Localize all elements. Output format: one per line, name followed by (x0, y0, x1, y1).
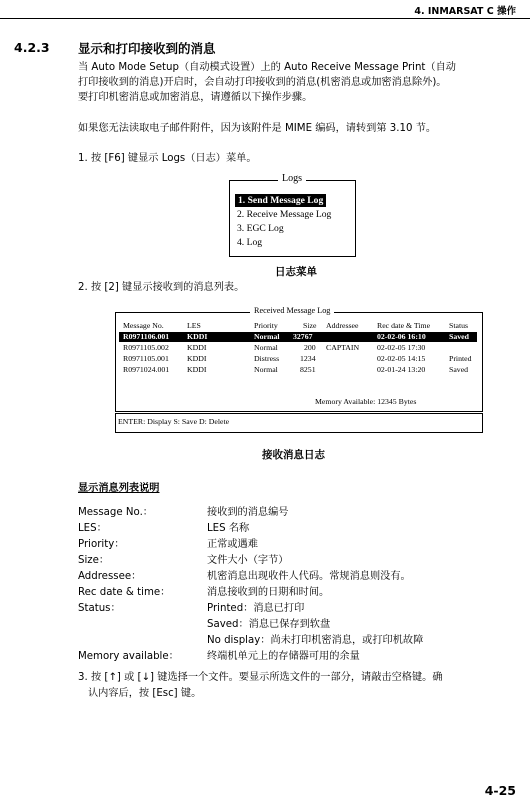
cell-les: KDDI (187, 332, 208, 341)
header-rule (0, 18, 530, 19)
header-les: LES (187, 321, 201, 330)
page-number: 4-25 (484, 783, 516, 798)
logs-menu-title: Logs (278, 173, 306, 184)
cell-message-no: R0971105.002 (123, 343, 169, 352)
cell-status: Printed (449, 354, 472, 363)
cell-size: 1234 (300, 354, 316, 363)
cell-priority: Normal (254, 365, 278, 374)
received-log-title: Received Message Log (250, 306, 334, 315)
header-rec-date: Rec date & Time (377, 321, 431, 330)
section-number: 4.2.3 (14, 40, 50, 55)
cell-addressee: CAPTAIN (326, 343, 360, 352)
def-value: 消息接收到的日期和时间。 (207, 587, 330, 598)
logs-item-send-message-log[interactable]: 1. Send Message Log (235, 194, 326, 207)
cell-size: 32767 (293, 332, 313, 341)
cell-message-no: R0971105.001 (123, 354, 169, 363)
def-term: Addressee： (78, 571, 142, 582)
def-value: 终端机单元上的存储器可用的余量 (207, 651, 360, 662)
status-bar (115, 413, 483, 433)
intro-line-1: 当 Auto Mode Setup（自动模式设置）上的 Auto Receive Message Print（自动 (78, 62, 456, 73)
table-row[interactable] (119, 343, 477, 353)
logs-item-receive-message-log[interactable]: 2. Receive Message Log (237, 209, 332, 220)
received-message-log (115, 312, 483, 412)
cell-les: KDDI (187, 354, 207, 363)
cell-rec-date: 02-02-05 14:15 (377, 354, 426, 363)
header-message-no: Message No. (123, 321, 164, 330)
logs-item-egc-log[interactable]: 3. EGC Log (237, 223, 284, 234)
received-log-caption: 接收消息日志 (262, 449, 325, 461)
cell-message-no: R0971106.001 (123, 332, 170, 341)
cell-rec-date: 02-02-05 17:30 (377, 343, 426, 352)
table-row[interactable] (119, 332, 477, 342)
cell-rec-date: 02-01-24 13:20 (377, 365, 426, 374)
logs-menu-caption: 日志菜单 (275, 266, 317, 278)
def-value: 文件大小（字节） (207, 555, 289, 566)
def-term: LES： (78, 523, 107, 534)
def-term: Status： (78, 603, 121, 614)
mime-note: 如果您无法读取电子邮件附件，因为该附件是 MIME 编码，请转到第 3.10 节。 (78, 123, 437, 134)
step-2: 2. 按 [2] 键显示接收到的消息列表。 (78, 282, 245, 293)
cell-priority: Normal (254, 343, 278, 352)
def-value: No display：尚未打印机密消息，或打印机故障 (207, 635, 424, 646)
step-1: 1. 按 [F6] 键显示 Logs（日志）菜单。 (78, 153, 257, 164)
table-row[interactable] (119, 365, 477, 375)
def-value: 接收到的消息编号 (207, 507, 289, 518)
cell-les: KDDI (187, 343, 207, 352)
def-term: Memory available： (78, 651, 179, 662)
running-header: 4. INMARSAT C 操作 (414, 6, 516, 17)
cell-size: 200 (304, 343, 316, 352)
cell-message-no: R0971024.001 (123, 365, 170, 374)
header-priority: Priority (254, 321, 278, 330)
step-3-line-1: 3. 按 [↑] 或 [↓] 键选择一个文件。要显示所选文件的一部分，请敲击空格键。确 (78, 672, 443, 683)
def-value: Saved：消息已保存到软盘 (207, 619, 331, 630)
def-term: Rec date & time： (78, 587, 171, 598)
explain-heading: 显示消息列表说明 (78, 483, 160, 494)
header-addressee: Addressee (326, 321, 359, 330)
logs-menu (229, 180, 356, 257)
logs-item-log[interactable]: 4. Log (237, 237, 263, 248)
cell-size: 8251 (300, 365, 316, 374)
section-title: 显示和打印接收到的消息 (78, 41, 216, 56)
intro-line-2: 打印接收到的消息)开启时，会自动打印接收到的消息(机密消息或加密消息除外)。 (78, 77, 447, 88)
def-term: Size： (78, 555, 110, 566)
def-value: Printed：消息已打印 (207, 603, 305, 614)
cell-status: Saved (449, 365, 469, 374)
def-term: Message No.： (78, 507, 153, 518)
def-value: 机密消息出现收件人代码。常规消息则没有。 (207, 571, 411, 582)
cell-priority: Normal (254, 332, 280, 341)
table-header-row (119, 321, 477, 331)
def-value: LES 名称 (207, 523, 250, 534)
status-bar-keys: ENTER: Display S: Save D: Delete (118, 417, 230, 426)
cell-rec-date: 02-02-06 16:10 (377, 332, 426, 341)
cell-priority: Distress (254, 354, 280, 363)
def-value: 正常或遇难 (207, 539, 258, 550)
table-row[interactable] (119, 354, 477, 364)
memory-available: Memory Available: 12345 Bytes (315, 397, 417, 406)
cell-les: KDDI (187, 365, 207, 374)
intro-line-3: 要打印机密消息或加密消息，请遵循以下操作步骤。 (78, 92, 313, 103)
cell-status: Saved (449, 332, 469, 341)
header-status: Status (449, 321, 469, 330)
header-size: Size (303, 321, 317, 330)
step-3-line-2: 认内容后，按 [Esc] 键。 (88, 688, 202, 699)
def-term: Priority： (78, 539, 125, 550)
